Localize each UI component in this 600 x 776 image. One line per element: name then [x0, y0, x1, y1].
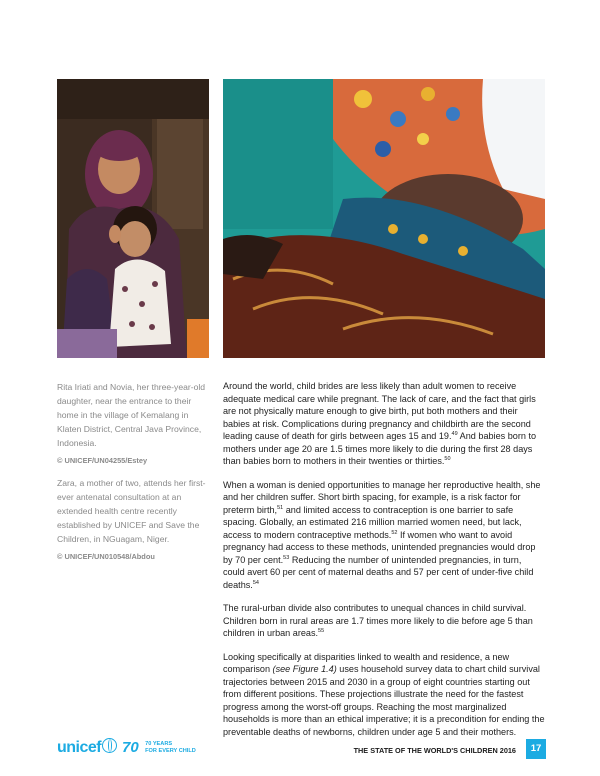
- globe-icon: [102, 738, 117, 753]
- footnote-ref[interactable]: 49: [451, 431, 458, 437]
- paragraph-rural-urban: The rural-urban divide also contributes to unequal chances in child survival. Children born in rural areas are 1.7 times more likely to die before age 5 than children in urban areas.$^{55}$: [223, 603, 533, 638]
- paragraph-reproductive-health: When a woman is denied opportunities to manage her reproductive health, she and her children suffer. Short birth spacing, for example, is a risk factor for preterm birth,$^{51}$ and limited access to contraception is one barrier to safe spacing. Globally, an estimated 216 million married women need, but lack, access to modern contraceptive methods.$^{52}$ If women who want to avoid pregnancy had access to these methods, unintended pregnancies would drop by 70 per cent.$^{53}$ Reducing the number of unintended pregnancies, in turn, could avert 60 per cent of maternal deaths and 57 per cent of under-five child deaths.$^{54}$: [223, 479, 541, 590]
- anniversary-line-1: 70 YEARS: [145, 741, 173, 747]
- footnote-ref[interactable]: 50: [444, 456, 451, 462]
- caption-text: Rita Iriati and Novia, her three-year-old daughter, near the entrance to their home in the village of Kemalang in Klaten District, Central Java Province, Indonesia.: [57, 382, 206, 448]
- caption-credit: © UNICEF/UN04255/Estey: [57, 456, 148, 465]
- footnote-ref[interactable]: 52: [391, 529, 398, 536]
- photo-mother-and-daughter: [57, 79, 209, 358]
- photo-mother-and-daughter-illustration: [57, 79, 209, 358]
- paragraph-child-brides: Around the world, child brides are less likely than adult women to receive adequate medical care while pregnant. The lack of care, and the fact that girls are not physically mature enough to give birth, put both mothers and their babies at risk. Complications during pregnancy and childbirth are the second leading cause of death for girls between ages 15 and 19.49 And babies born to mothers under age 20 are 1.5 times more likely to die during the first 28 days than babies born to mothers in their twenties or thirties.$^{50}$: [223, 381, 537, 466]
- anniversary-line-2: FOR EVERY CHILD: [145, 747, 196, 754]
- paragraph-disparities: Looking specifically at disparities linked to wealth and residence, a new comparison (see Figure 1.4) uses household survey data to chart child survival trajectories between 2015 and 2030 in a group of eight countries starting out from different positions. These projections illustrate the need for the fastest progress among the worst-off groups. Reaching the most marginalized households is more than an ethical imperative; it is a precondition for ending the preventable deaths of newborns, children under age 5 and their mothers.: [223, 651, 545, 737]
- figure-reference[interactable]: (see Figure 1.4): [272, 664, 337, 674]
- footnote-ref[interactable]: 55: [318, 628, 325, 634]
- anniversary-number: 70: [122, 739, 139, 756]
- footnote-ref[interactable]: 53: [283, 554, 290, 561]
- page-number: 17: [526, 739, 546, 759]
- unicef-logo: unicef: [57, 738, 117, 757]
- anniversary-badge: [122, 739, 196, 757]
- footnote-ref[interactable]: 54: [252, 579, 259, 586]
- photo-caption-right: [57, 476, 207, 564]
- photo-antenatal-consultation-illustration: [223, 79, 545, 358]
- article-body: [223, 380, 545, 749]
- report-title: THE STATE OF THE WORLD'S CHILDREN 2016: [353, 746, 516, 755]
- caption-text: Zara, a mother of two, attends her first-ever antenatal consultation at an extended health centre recently established by UNICEF and Save the Children, in NGuagam, Niger.: [57, 478, 206, 544]
- caption-credit: © UNICEF/UN010548/Abdou: [57, 552, 155, 561]
- photo-antenatal-consultation: [223, 79, 545, 358]
- footnote-ref[interactable]: 51: [277, 504, 284, 511]
- photo-caption-left: [57, 380, 207, 468]
